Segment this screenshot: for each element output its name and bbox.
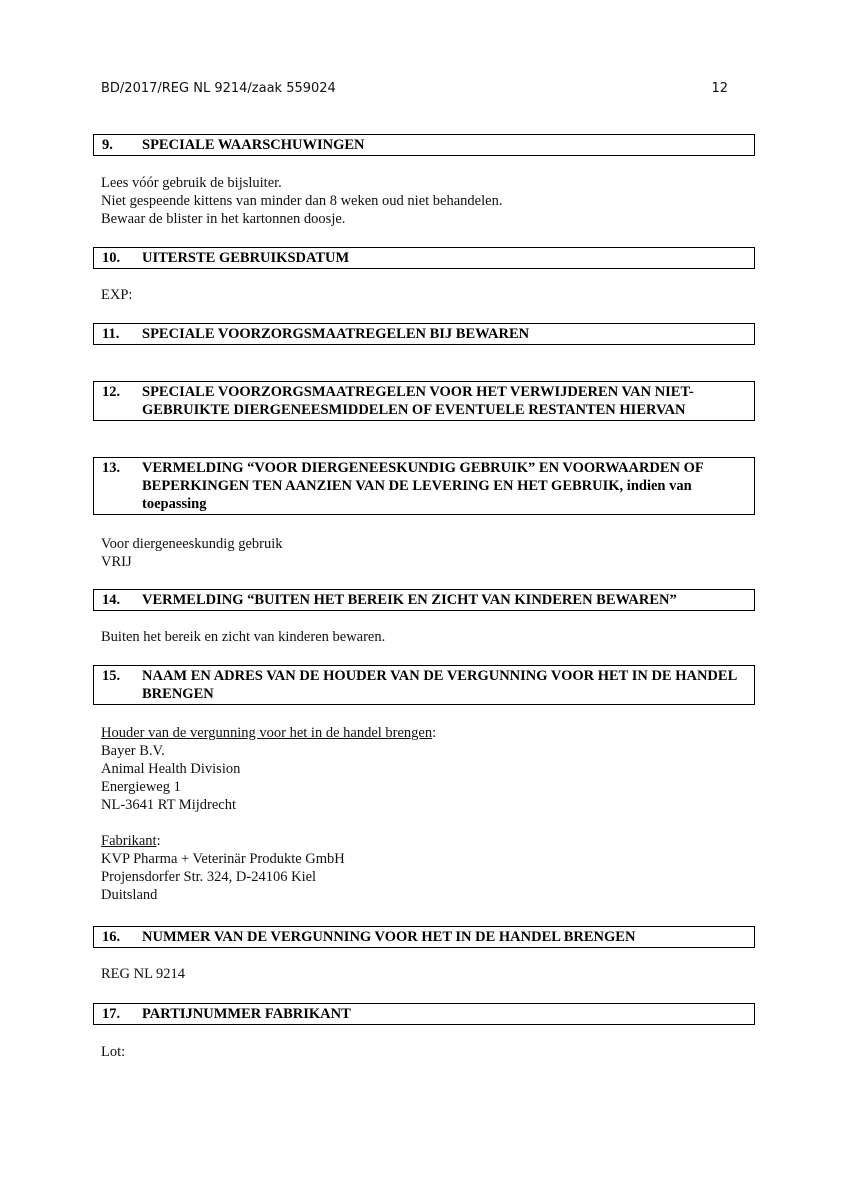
section-15-text bbox=[101, 724, 741, 904]
section-number: 13. bbox=[102, 460, 121, 476]
holder-label: Houder van de vergunning voor het in de handel brengen bbox=[101, 725, 433, 741]
manufacturer-label: Fabrikant bbox=[101, 833, 157, 849]
text-line: Projensdorfer Str. 324, D-24106 Kiel bbox=[101, 869, 317, 885]
section-title: VERMELDING “BUITEN HET BEREIK EN ZICHT VAN KINDEREN BEWAREN” bbox=[142, 592, 677, 608]
section-title: SPECIALE VOORZORGSMAATREGELEN VOOR HET VERWIJDEREN VAN NIET-GEBRUIKTE DIERGENEESMIDDELEN OF EVENTUELE RESTANTEN HIERVAN bbox=[142, 384, 694, 418]
section-number: 12. bbox=[102, 384, 121, 400]
section-17-heading bbox=[93, 1003, 755, 1025]
section-title: NAAM EN ADRES VAN DE HOUDER VAN DE VERGUNNING VOOR HET IN DE HANDEL BRENGEN bbox=[142, 668, 737, 702]
section-13-text bbox=[101, 535, 741, 571]
page-number: 12 bbox=[711, 81, 728, 96]
section-15-heading bbox=[93, 665, 755, 705]
holder-label-line: Houder van de vergunning voor het in de handel brengen: bbox=[101, 725, 437, 741]
section-number: 14. bbox=[102, 592, 121, 608]
section-number: 10. bbox=[102, 250, 121, 266]
section-11-heading bbox=[93, 323, 755, 345]
text-line: Voor diergeneeskundig gebruik bbox=[101, 536, 283, 552]
page-header bbox=[101, 81, 728, 101]
section-number: 17. bbox=[102, 1006, 121, 1022]
text-line: Lot: bbox=[101, 1044, 126, 1060]
section-16-heading bbox=[93, 926, 755, 948]
section-number: 9. bbox=[102, 137, 113, 153]
section-10-heading bbox=[93, 247, 755, 269]
text-line: Niet gespeende kittens van minder dan 8 weken oud niet behandelen. bbox=[101, 193, 503, 209]
text-line: EXP: bbox=[101, 287, 133, 303]
text-line: Lees vóór gebruik de bijsluiter. bbox=[101, 175, 282, 191]
section-title: SPECIALE WAARSCHUWINGEN bbox=[142, 137, 365, 153]
section-title: VERMELDING “VOOR DIERGENEESKUNDIG GEBRUIK” EN VOORWAARDEN OF BEPERKINGEN TEN AANZIEN VAN DE LEVERING EN HET GEBRUIK, indien van toepassing bbox=[142, 460, 704, 512]
text-line: KVP Pharma + Veterinär Produkte GmbH bbox=[101, 851, 345, 867]
text-line: VRIJ bbox=[101, 554, 132, 570]
text-line: Buiten het bereik en zicht van kinderen bewaren. bbox=[101, 629, 386, 645]
section-14-heading bbox=[93, 589, 755, 611]
text-line: Duitsland bbox=[101, 887, 158, 903]
text-line: NL-3641 RT Mijdrecht bbox=[101, 797, 236, 813]
section-14-text bbox=[101, 628, 741, 646]
text-line: Bewaar de blister in het kartonnen doosje. bbox=[101, 211, 346, 227]
section-title: PARTIJNUMMER FABRIKANT bbox=[142, 1006, 351, 1022]
section-title: SPECIALE VOORZORGSMAATREGELEN BIJ BEWAREN bbox=[142, 326, 530, 342]
section-17-text bbox=[101, 1043, 741, 1061]
section-number: 15. bbox=[102, 668, 121, 684]
text-line: REG NL 9214 bbox=[101, 966, 186, 982]
section-16-text bbox=[101, 965, 741, 983]
manufacturer-label-line: Fabrikant: bbox=[101, 833, 161, 849]
spacer bbox=[101, 814, 741, 832]
section-12-heading bbox=[93, 381, 755, 421]
document-reference: BD/2017/REG NL 9214/zaak 559024 bbox=[101, 81, 336, 96]
section-9-heading bbox=[93, 134, 755, 156]
text-line: Energieweg 1 bbox=[101, 779, 181, 795]
text-line: Animal Health Division bbox=[101, 761, 241, 777]
section-number: 16. bbox=[102, 929, 121, 945]
section-10-text bbox=[101, 286, 741, 304]
section-9-text bbox=[101, 174, 741, 228]
text-line: Bayer B.V. bbox=[101, 743, 165, 759]
section-title: UITERSTE GEBRUIKSDATUM bbox=[142, 250, 350, 266]
section-13-heading bbox=[93, 457, 755, 515]
section-number: 11. bbox=[102, 326, 120, 342]
section-title: NUMMER VAN DE VERGUNNING VOOR HET IN DE HANDEL BRENGEN bbox=[142, 929, 636, 945]
